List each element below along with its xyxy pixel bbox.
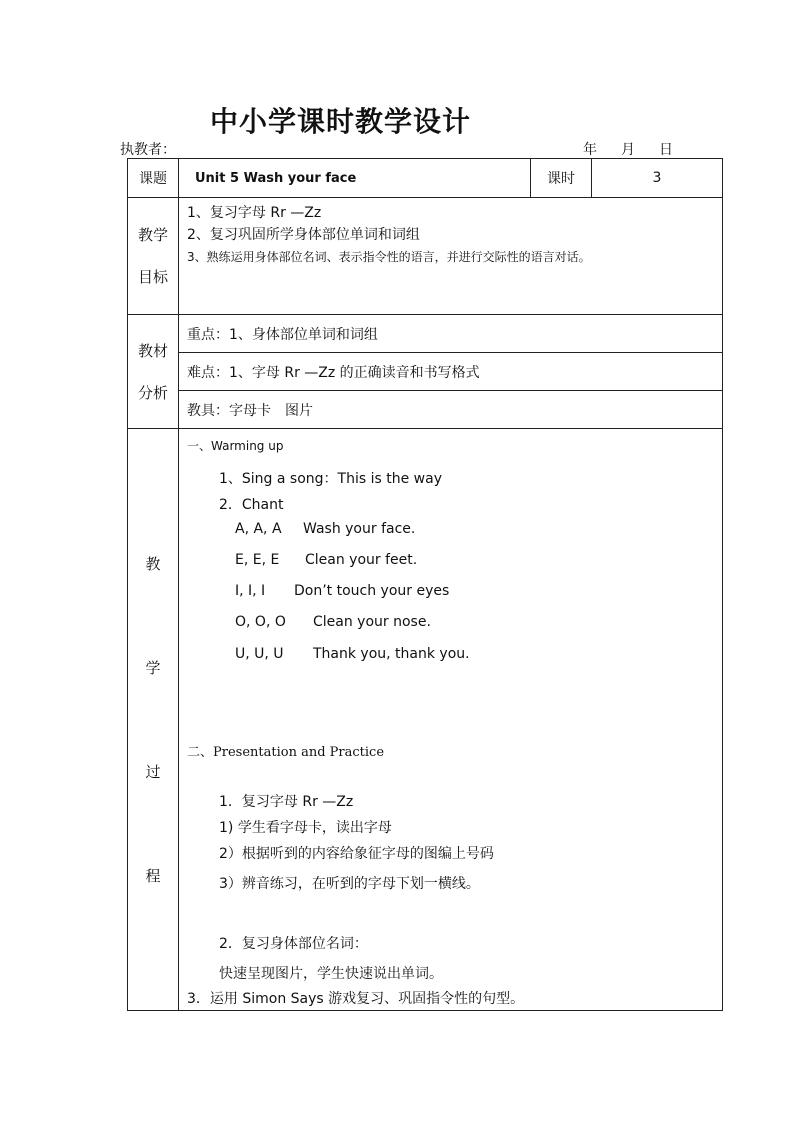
difficulty-row xyxy=(128,353,723,391)
chant-letters: O, O, O xyxy=(235,614,286,630)
process-row xyxy=(128,429,723,1011)
date-day: 日 xyxy=(659,142,673,158)
chant-line: Thank you, thank you. xyxy=(313,646,470,662)
step2-item: 快速呈现图片，学生快速说出单词。 xyxy=(219,966,443,982)
warming-up-heading: 一、Warming up xyxy=(187,439,284,453)
lesson-plan-table xyxy=(127,158,723,1011)
objectives-label: 教学 目标 xyxy=(128,198,179,315)
topic-value: Unit 5 Wash your face xyxy=(179,159,531,198)
step1-title: 1．复习字母 Rr —Zz xyxy=(219,794,354,810)
step1-item: 1) 学生看字母卡，读出字母 xyxy=(219,820,392,836)
step1-item: 3）辨音练习，在听到的字母下划一横线。 xyxy=(219,876,480,892)
step3-line: 3．运用 Simon Says 游戏复习、巩固指令性的句型。 xyxy=(187,991,525,1007)
chant-letters: U, U, U xyxy=(235,646,284,662)
chant-title: 2．Chant xyxy=(219,497,284,513)
objectives-row xyxy=(128,198,723,315)
objectives-content xyxy=(179,198,723,315)
aids-row xyxy=(128,391,723,429)
teacher-label: 执教者： xyxy=(120,142,176,158)
objective-item: 1、复习字母 Rr —Zz xyxy=(187,205,322,221)
song-line: 1、Sing a song：This is the way xyxy=(219,471,442,487)
step1-item: 2）根据听到的内容给象征字母的图编上号码 xyxy=(219,846,494,862)
chant-line: Clean your nose. xyxy=(313,614,431,630)
teaching-aids: 教具：字母卡 图片 xyxy=(179,391,723,429)
objective-item: 3、熟练运用身体部位名词、表示指令性的语言，并进行交际性的语言对话。 xyxy=(187,250,591,264)
process-content xyxy=(179,429,723,1011)
page-title: 中小学课时教学设计 xyxy=(210,105,472,138)
date-line xyxy=(583,139,673,159)
chant-letters: A, A, A xyxy=(235,521,282,537)
step2-title: 2．复习身体部位名词： xyxy=(219,936,368,952)
chant-line: Don’t touch your eyes xyxy=(294,583,450,599)
topic-label: 课题 xyxy=(128,159,179,198)
date-year: 年 xyxy=(583,142,597,158)
chant-letters: E, E, E xyxy=(235,552,280,568)
process-label: 教 学 过 程 xyxy=(128,429,179,1011)
hours-label: 课时 xyxy=(531,159,592,198)
chant-letters: I, I, I xyxy=(235,583,266,599)
key-point: 重点：1、身体部位单词和词组 xyxy=(179,315,723,353)
date-month: 月 xyxy=(621,142,635,158)
chant-line: Clean your feet. xyxy=(305,552,418,568)
hours-value: 3 xyxy=(592,159,723,198)
analysis-label: 教材 分析 xyxy=(128,315,179,429)
keypoint-row xyxy=(128,315,723,353)
presentation-heading: 二、Presentation and Practice xyxy=(187,745,385,760)
difficulty: 难点：1、字母 Rr —Zz 的正确读音和书写格式 xyxy=(179,353,723,391)
header-row xyxy=(128,159,723,198)
objective-item: 2、复习巩固所学身体部位单词和词组 xyxy=(187,227,420,243)
chant-line: Wash your face. xyxy=(303,521,416,537)
